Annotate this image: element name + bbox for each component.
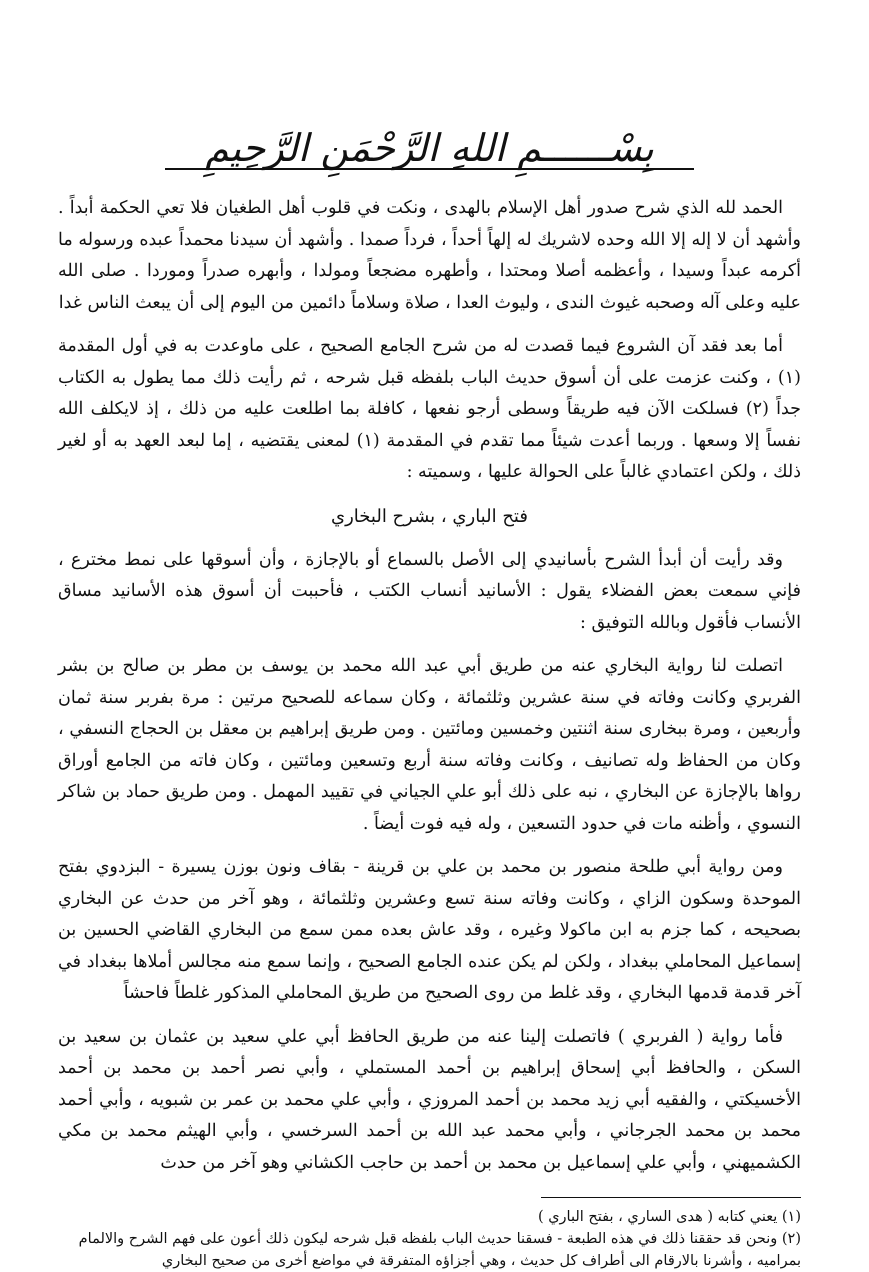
riwaya-firabri-paragraph: فأما رواية ( الفربري ) فاتصلت إلينا عنه من طريق الحافظ أبي علي سعيد بن عثمان بن سعيد بن السكن ، والحافظ أبي إسحاق إبراهيم بن أحمد المستملي ، وأبي نصر أحمد بن محمد بن أحمد الأخسيكتي ، والفقيه أبي زيد محمد بن أحمد المروزي ، وأبي علي محمد بن عمر بن شبويه ، وأبي أحمد محمد بن محمد الجرجاني ، وأبي محمد عبد الله بن أحمد السرخسي ، وأبي الهيثم محمد بن مكي الكشميهني ، وأبي علي إسماعيل بن محمد بن أحمد بن حاجب الكشاني وهو آخر من حدث <box>58 1026 801 1173</box>
riwaya-bukhari-paragraph: اتصلت لنا رواية البخاري عنه من طريق أبي عبد الله محمد بن يوسف بن مطر بن صالح بن بشر الفربري وكانت وفاته في سنة عشرين وثلثمائة ، وكان سماعه للصحيح مرتين : مرة بفربر سنة ثمان وأربعين ، ومرة ببخارى سنة اثنتين وخمسين ومائتين . ومن طريق إبراهيم بن معقل بن الحجاج النسفي ، وكان من الحفاظ وله تصانيف ، وكانت وفاته سنة أربع وتسعين ومائتين ، وكان فاته من الجامع أوراق رواها بالإجازة عن البخاري ، نبه على ذلك أبو علي الجياني في تقييد المهمل . ومن طريق حماد بن شاكر النسوي ، وأظنه مات في حدود التسعين ، وله فيه فوت أيضاً . <box>58 656 801 834</box>
riwaya-bazdawi-paragraph: ومن رواية أبي طلحة منصور بن محمد بن علي بن قرينة - بقاف ونون بوزن يسيرة - البزدوي بفتح الموحدة وسكون الزاي ، وكانت وفاته سنة تسع وعشرين وثلثمائة ، وهو آخر من حدث عن البخاري بصحيحه ، كما جزم به ابن ماكولا وغيره ، وقد عاش بعده ممن سمع من البخاري القاضي الحسين بن إسماعيل المحاملي ببغداد ، ولكن لم يكن عنده الجامع الصحيح ، وإنما سمع منه مجالس أملاها ببغداد في آخر قدمة قدمها البخاري ، وقد غلط من روى الصحيح من طريق المحاملي المذكور غلطاً فاحشاً <box>58 857 801 1003</box>
footnotes <box>58 1206 801 1272</box>
footnote-divider <box>541 1197 801 1198</box>
footnote-1: (١) يعني كتابه ( هدى الساري ، بفتح الباري ) <box>537 1209 801 1225</box>
book-title: فتح الباري ، بشرح البخاري <box>331 505 528 527</box>
isnad-intro-paragraph: وقد رأيت أن أبدأ الشرح بأسانيدي إلى الأصل بالسماع أو بالإجازة ، وأن أسوقها على نمط مخترع ، فإني سمعت بعض الفضلاء يقول : الأسانيد أنساب الكتب ، فأحببت أن أسوق هذه الأسانيد مساق الأنساب فأقول وبالله التوفيق : <box>58 549 801 633</box>
preface-paragraph: أما بعد فقد آن الشروع فيما قصدت له من شرح الجامع الصحيح ، على ماوعدت به في أول المقدمة (١) ، وكنت عزمت على أن أسوق حديث الباب بلفظه قبل شرحه ، ثم رأيت ذلك مما يطول به الكتاب جداً (٢) فسلكت الآن فيه طريقاً وسطى أرجو نفعها ، كافلة بما اطلعت عليه من ذلك ، إذ لايكلف الله نفساً إلا وسعها . وربما أعدت شيئاً مما تقدم في المقدمة (١) لمعنى يقتضيه ، إما لبعد العهد به أو لغير ذلك ، ولكن اعتمادي غالباً على الحوالة عليها ، وسميته : <box>58 336 801 482</box>
basmala-text: بِسْــــــمِ اللهِ الرَّحْمَنِ الرَّحِيمِ <box>165 128 694 170</box>
intro-paragraph: الحمد لله الذي شرح صدور أهل الإسلام بالهدى ، ونكت في قلوب أهل الطغيان فلا تعي الحكمة أبداً . وأشهد أن لا إله إلا الله وحده لاشريك له إلهاً أحداً ، فرداً صمدا . وأشهد أن سيدنا محمداً عبده ورسوله ما أكرمه عبداً وسيدا ، وأعظمه أصلا ومحتدا ، وأطهره مضجعاً ومولدا ، وأبهره صدراً وموردا . صلى الله عليه وعلى آله وصحبه غيوث الندى ، وليوث العدا ، صلاة وسلاماً دائمين من اليوم إلى أن يبعث الناس غدا <box>58 198 801 313</box>
footnote-2: (٢) ونحن قد حققنا ذلك في هذه الطبعة - فسقنا حديث الباب بلفظه قبل شرحه ليكون ذلك أعون على فهم الشرح والالمام بمراميه ، وأشرنا بالارقام الى أطراف كل حديث ، وهي أجزاؤه المتفرقة في مواضع أخرى من صحيح البخاري <box>78 1231 801 1269</box>
basmala-heading <box>58 118 801 179</box>
